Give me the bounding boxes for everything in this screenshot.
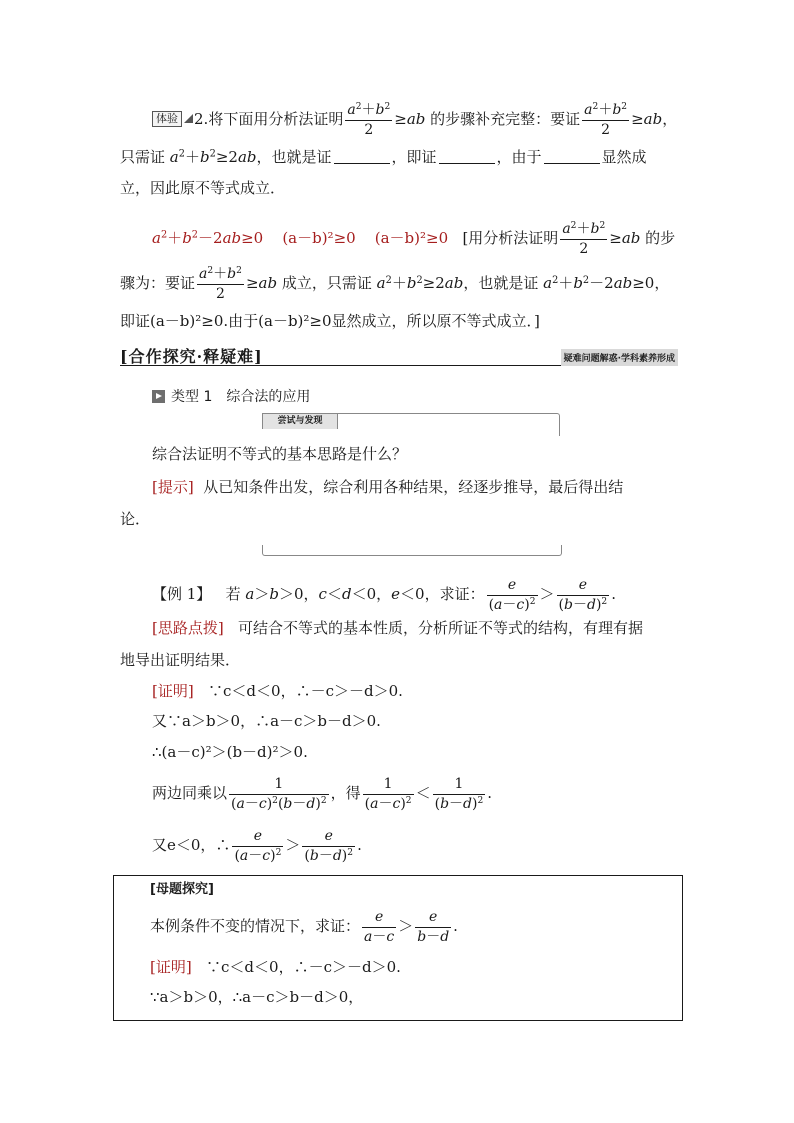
mother-tag: [母题探究] — [150, 882, 214, 897]
proof-line-3: ∴(a－c)²＞(b－d)²＞0. — [152, 743, 308, 761]
mother-tag-line — [150, 883, 214, 896]
section-title: [合作探究·释疑难] — [120, 347, 263, 366]
hint-line-2: 论． — [120, 510, 151, 528]
try-box-header — [262, 413, 560, 437]
fraction: $\frac{1}{(b-d)^2}$ — [434, 776, 484, 812]
clue-line-1: [思路点拨] 可结合不等式的基本性质，分析所证不等式的结构，有理有据 — [152, 619, 644, 637]
hint-tag: [提示] — [152, 478, 194, 496]
experience-line-1: 体验 2.将下面用分析法证明 $\frac{a^2+b^2}{2}$ ≥ab 的步骤补充完整：要证 $\frac{a^2+b^2}{2}$ ≥ab， — [152, 103, 677, 137]
mother-proof-tag: [证明] — [150, 958, 192, 976]
fraction: $\frac{a^2+b^2}{2}$ — [562, 221, 606, 257]
fraction: $\frac{a^2+b^2}{2}$ — [199, 266, 242, 302]
proof-line-1: [证明] ∵c＜d＜0，∴－c＞－d＞0. — [152, 682, 403, 700]
hint-line-1: [提示] 从已知条件出发，综合利用各种结果，经逐步推导，最后得出结 — [152, 478, 624, 496]
fraction: $\frac{1}{(a-c)^2}$ — [364, 776, 412, 812]
mother-proof-line-2: ∵a＞b＞0，∴a－c＞b－d＞0， — [150, 988, 364, 1006]
proof-line-4: 两边同乘以 $\frac{1}{(a-c)^2(b-d)^2}$ ，得 $\frac{1}{(a-c)^2}$ ＜ $\frac{1}{(b-d)^2}$ . — [152, 776, 493, 812]
fraction: $\frac{a^2+b^2}{2}$ — [347, 102, 391, 138]
fraction: $\frac{e}{(a-c)^2}$ — [234, 828, 282, 864]
fraction: $\frac{e}{b-d}$ — [417, 909, 450, 945]
proof-tag: [证明] — [152, 682, 194, 700]
clue-line-2: 地导出证明结果． — [120, 651, 241, 669]
clue-tag: [思路点拨] — [152, 619, 224, 637]
fraction: $\frac{1}{(a-c)^2(b-d)^2}$ — [231, 776, 327, 812]
answer-1: a — [152, 229, 161, 248]
answer-3: (a－b)²≥0 — [374, 229, 449, 248]
mother-proof-line-1: [证明] ∵c＜d＜0，∴－c＞－d＞0. — [150, 958, 401, 976]
mother-question: 本例条件不变的情况下，求证： $\frac{e}{a-c}$ ＞ $\frac{e}{b-d}$ . — [150, 909, 458, 945]
answer-line-2: 骤为：要证 $\frac{a^2+b^2}{2}$ ≥ab 成立，只需证 $a^2+b^2\ge 2ab$，也就是证 $a^2+b^2-2ab\ge 0$， — [120, 266, 670, 302]
badge-corner-icon — [184, 114, 193, 123]
try-box-footer — [262, 545, 562, 556]
fraction: $\frac{e}{(b-d)^2}$ — [558, 577, 608, 613]
proof-line-2: 又∵a＞b＞0，∴a－c＞b－d＞0. — [152, 712, 381, 730]
try-tab: 尝试与发现 — [262, 413, 338, 429]
fraction: $\frac{a^2+b^2}{2}$ — [584, 102, 628, 138]
blank-3 — [544, 151, 600, 164]
experience-line-2: 只需证 $a^2+b^2\ge 2ab$，也就是证 ，即证 ，由于 显然成 — [120, 148, 647, 166]
answer-line-1: $a^2+b^2-2ab\ge 0$ (a－b)²≥0 (a－b)²≥0 [用分析法证明 $\frac{a^2+b^2}{2}$ ≥ab 的步 — [152, 221, 676, 257]
blank-1 — [334, 151, 390, 164]
fraction: $\frac{e}{a-c}$ — [364, 909, 395, 945]
proof-line-5: 又e＜0，∴ $\frac{e}{(a-c)^2}$ ＞ $\frac{e}{(b-d)^2}$ . — [152, 828, 362, 864]
section-subtitle: 疑难问题解惑·学科素养形成 — [561, 349, 678, 366]
experience-line-3: 立，因此原不等式成立． — [120, 179, 286, 197]
fraction: $\frac{e}{(b-d)^2}$ — [304, 828, 354, 864]
experience-badge: 体验 — [152, 111, 182, 127]
example-label: 【例 1】 — [152, 585, 212, 604]
answer-2: (a－b)²≥0 — [282, 229, 356, 248]
example-1: 【例 1】 若 a＞b＞0，c＜d＜0，e＜0，求证： $\frac{e}{(a-c)^2}$ ＞ $\frac{e}{(b-d)^2}$ . — [152, 577, 616, 613]
fraction: $\frac{e}{(a-c)^2}$ — [488, 577, 536, 613]
try-question: 综合法证明不等式的基本思路是什么？ — [152, 445, 408, 463]
play-icon — [152, 390, 165, 403]
answer-line-3: 即证(a－b)²≥0.由于(a－b)²≥0显然成立，所以原不等式成立．] — [120, 312, 540, 330]
blank-2 — [439, 151, 495, 164]
section-header — [120, 343, 678, 366]
type-heading: 类型 1 综合法的应用 — [152, 386, 310, 406]
